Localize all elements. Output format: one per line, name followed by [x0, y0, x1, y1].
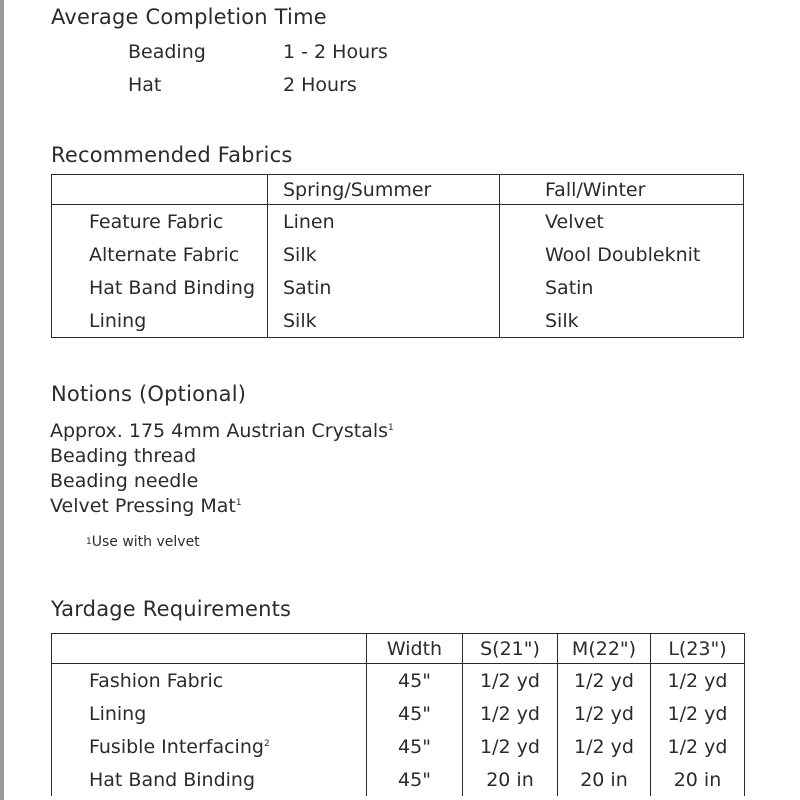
row-label: Feature Fabric [89, 210, 224, 233]
table-header-row [52, 634, 745, 664]
table-cell: 1/2 yd [558, 697, 651, 730]
row-label: Lining [89, 309, 147, 332]
table-cell: 1/2 yd [463, 730, 558, 763]
header-cell: Spring/Summer [268, 175, 500, 205]
row-label [52, 730, 367, 763]
header-cell: L(23") [651, 634, 745, 664]
table-header-row [52, 175, 744, 205]
table-cell: Silk [268, 238, 500, 271]
table-row [52, 763, 745, 796]
header-cell [52, 634, 367, 664]
completion-label-beading: Beading [128, 41, 206, 63]
header-cell [52, 175, 268, 205]
table-row [52, 304, 744, 338]
table-cell: 45" [367, 697, 463, 730]
footnote-mark: 1 [235, 498, 242, 508]
notion-item [50, 495, 242, 517]
table-cell: Velvet [500, 205, 744, 239]
header-cell: Fall/Winter [500, 175, 744, 205]
table-cell: 20 in [558, 763, 651, 796]
table-cell: 45" [367, 730, 463, 763]
table-row [52, 664, 745, 698]
table-cell: 20 in [651, 763, 745, 796]
table-row [52, 238, 744, 271]
header-cell: S(21") [463, 634, 558, 664]
yardage-heading: Yardage Requirements [51, 597, 292, 621]
completion-label-hat: Hat [128, 74, 162, 96]
row-label-text: Fusible Interfacing [89, 735, 264, 758]
notions-heading: Notions (Optional) [51, 382, 247, 406]
table-cell: 1/2 yd [651, 664, 745, 698]
completion-heading: Average Completion Time [51, 5, 327, 29]
table-cell: 1/2 yd [463, 697, 558, 730]
row-label: Alternate Fabric [89, 243, 240, 266]
table-cell: 1/2 yd [651, 730, 745, 763]
table-cell: 1/2 yd [558, 664, 651, 698]
page-edge [0, 0, 4, 800]
header-cell: Width [367, 634, 463, 664]
yardage-table [51, 633, 745, 796]
table-cell: Satin [268, 271, 500, 304]
footnote-text: Use with velvet [91, 534, 200, 550]
notion-item: Beading needle [50, 470, 199, 492]
notion-item: Beading thread [50, 445, 197, 467]
table-cell: 20 in [463, 763, 558, 796]
row-label: Hat Band Binding [89, 276, 256, 299]
notion-text: Velvet Pressing Mat [50, 495, 236, 517]
table-row [52, 205, 744, 239]
header-cell: M(22") [558, 634, 651, 664]
table-row [52, 730, 745, 763]
row-label: Lining [89, 702, 147, 725]
notion-text: Approx. 175 4mm Austrian Crystals [50, 420, 389, 442]
completion-value-beading: 1 - 2 Hours [283, 41, 388, 63]
footnote-mark: 1 [86, 537, 92, 547]
completion-value-hat: 2 Hours [283, 74, 357, 96]
table-cell: Linen [268, 205, 500, 239]
table-row [52, 271, 744, 304]
row-label: Fashion Fabric [89, 669, 224, 692]
fabrics-table [51, 174, 744, 338]
table-cell: Wool Doubleknit [500, 238, 744, 271]
footnote-mark: 2 [263, 738, 270, 749]
fabrics-heading: Recommended Fabrics [51, 143, 293, 167]
row-label: Hat Band Binding [89, 768, 256, 791]
table-cell: Silk [500, 304, 744, 338]
table-cell: 45" [367, 763, 463, 796]
table-cell: Satin [500, 271, 744, 304]
notion-item [50, 420, 394, 442]
table-cell: 1/2 yd [651, 697, 745, 730]
table-cell: 1/2 yd [558, 730, 651, 763]
table-row [52, 697, 745, 730]
table-cell: 1/2 yd [463, 664, 558, 698]
footnote-mark: 1 [388, 423, 394, 433]
footnote [86, 534, 200, 550]
table-cell: 45" [367, 664, 463, 698]
table-cell: Silk [268, 304, 500, 338]
